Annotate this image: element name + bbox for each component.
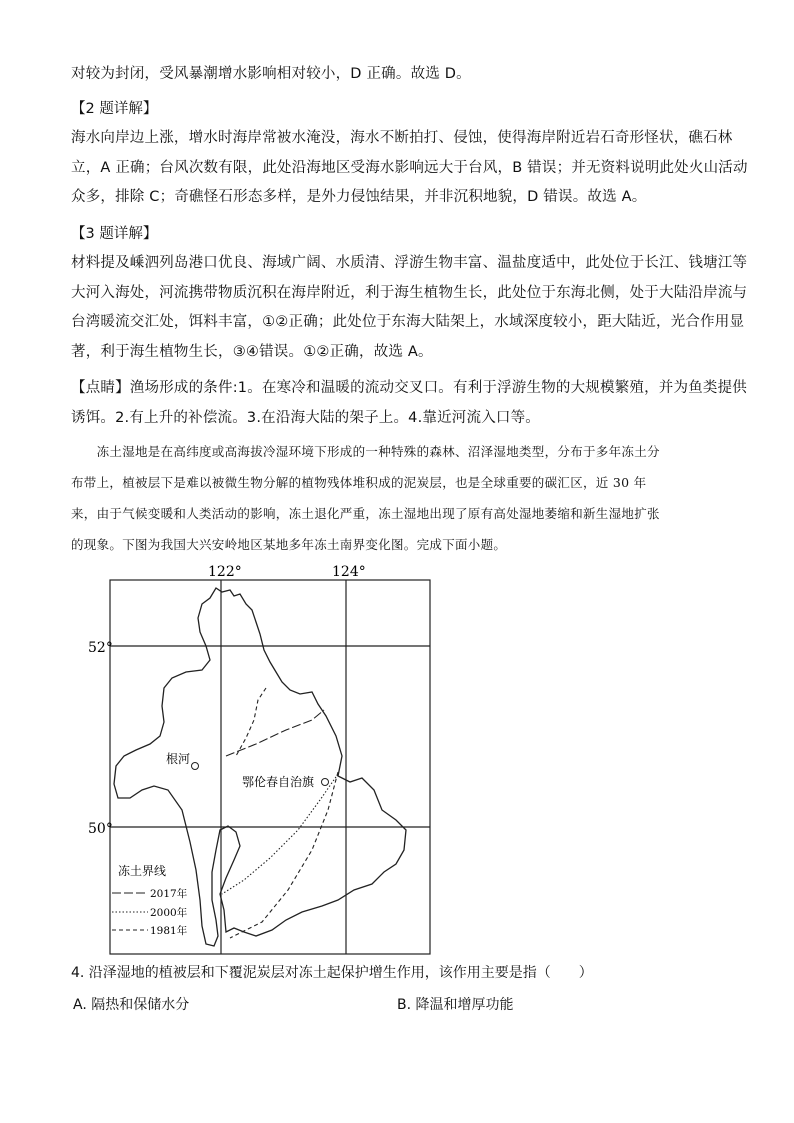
tip-paragraph	[71, 374, 748, 433]
text-line: 材料提及嵊泗列岛港口优良、海域广阔、水质清、浮游生物丰富、温盐度适中，此处位于长江、钱塘江等	[71, 255, 748, 271]
place-label-genhe: 根河	[166, 752, 191, 766]
text-line: 立，A 正确；台风次数有限，此处沿海地区受海水影响远大于台风，B 错误；并无资料说明此处火山活动	[71, 159, 748, 176]
text-line: 海水向岸边上涨，增水时海岸常被水淹没，海水不断拍打、侵蚀，使得海岸附近岩石奇形怪状，礁石林	[71, 130, 733, 146]
text-line: 的现象。下图为我国大兴安岭地区某地多年冻土南界变化图。完成下面小题。	[71, 537, 507, 552]
lon-label-124: 124°	[332, 564, 366, 580]
text-line: 大河入海处，河流携带物质沉积在海岸附近，利于海生植物生长，此处位于东海北侧，处于大陆沿岸流与	[71, 284, 748, 301]
text-line: 诱饵。2.有上升的补偿流。3.在沿海大陆的架子上。4.靠近河流入口等。	[71, 409, 541, 426]
map-figure	[88, 560, 436, 958]
boundary-line-1981	[230, 688, 338, 938]
text-line: 布带上，植被层下是难以被微生物分解的植物残体堆积成的泥炭层，也是全球重要的碳汇区，近 30 年	[71, 475, 647, 490]
elunchun-marker	[322, 779, 329, 786]
question-4-option-b[interactable]: B. 降温和增厚功能	[397, 997, 514, 1013]
legend-title: 冻土界线	[118, 864, 167, 878]
material-paragraph	[71, 436, 731, 560]
boundary-line-2017	[226, 710, 324, 756]
text-line: 对较为封闭，受风暴潮增水影响相对较小，D 正确。故选 D。	[71, 66, 471, 82]
permafrost-boundary-map	[88, 560, 436, 958]
answer-paragraph-2	[71, 124, 748, 213]
text-line: 冻土湿地是在高纬度或高海拔冷湿环境下形成的一种特殊的森林、沼泽湿地类型，分布于多年冻土分	[71, 444, 660, 459]
legend-label-2017: 2017年	[150, 888, 188, 900]
text-line: 台湾暖流交汇处，饵料丰富，①②正确；此处位于东海大陆架上，水域深度较小，距大陆近，光合作用显	[71, 314, 745, 330]
section-heading-2: 【2 题详解】	[71, 101, 158, 117]
answer-paragraph-1	[71, 60, 731, 90]
text-line: 众多，排除 C；奇礁怪石形态多样，是外力侵蚀结果，并非沉积地貌，D 错误。故选 A。	[71, 189, 647, 205]
text-line: 著，利于海生植物生长，③④错误。①②正确，故选 A。	[71, 343, 433, 360]
legend-label-2000: 2000年	[150, 907, 188, 919]
genhe-marker	[192, 763, 199, 770]
question-4-option-a[interactable]: A. 隔热和保储水分	[73, 997, 190, 1013]
question-4-stem: 4. 沿泽湿地的植被层和下覆泥炭层对冻土起保护增生作用，该作用主要是指（ ）	[71, 965, 593, 981]
lat-label-52: 52°	[88, 640, 113, 656]
text-line: 来，由于气候变暖和人类活动的影响，冻土退化严重，冻土湿地出现了原有高处湿地萎缩和新生湿地扩张	[71, 506, 660, 521]
answer-paragraph-3	[71, 249, 748, 367]
legend-label-1981: 1981年	[150, 925, 188, 937]
boundary-line-2000	[222, 774, 338, 894]
text-line: 【点睛】渔场形成的条件:1。在寒冷和温暖的流动交叉口。有利于浮游生物的大规模繁殖，并为鱼类提供	[71, 380, 748, 396]
lon-label-122: 122°	[208, 564, 242, 580]
place-label-elunchun: 鄂伦春自治旗	[242, 775, 315, 789]
lat-label-50: 50°	[88, 821, 113, 837]
section-heading-3: 【3 题详解】	[71, 226, 158, 242]
